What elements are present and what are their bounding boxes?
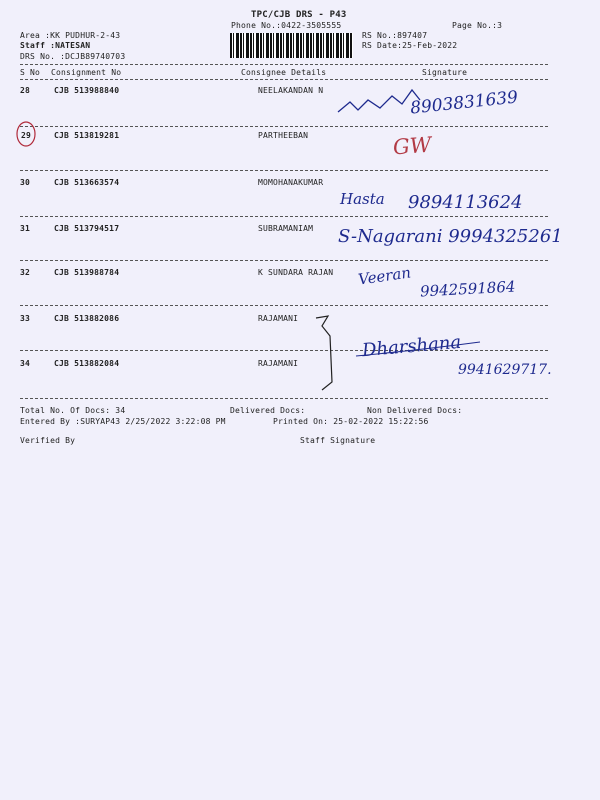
staff-label: Staff : <box>20 41 56 50</box>
row-consignment: CJB 513663574 <box>54 178 120 187</box>
non-delivered-docs: Non Delivered Docs: <box>367 406 463 415</box>
area-label: Area :KK PUDHUR-2-43 <box>20 31 121 40</box>
col-consignment: Consignment No <box>51 68 122 77</box>
bracket-mark-icon <box>316 316 332 390</box>
entered-by: Entered By :SURYAP43 2/25/2022 3:22:08 PM <box>20 417 226 426</box>
handwritten-phone: 9941629717. <box>458 362 552 378</box>
total-docs: Total No. Of Docs: 34 <box>20 406 126 415</box>
row-consignee: SUBRAMANIAM <box>258 224 314 233</box>
staff-signature: Staff Signature <box>300 436 376 445</box>
staff-name: NATESAN <box>55 41 91 50</box>
drs-number: DRS No. :DCJB89740703 <box>20 52 126 61</box>
row-consignment: CJB 513819281 <box>54 131 120 140</box>
row-sno: 33 <box>20 314 31 323</box>
page-number: Page No.:3 <box>452 21 503 30</box>
row-consignee: K SUNDARA RAJAN <box>258 268 334 277</box>
row-consignee: PARTHEEBAN <box>258 131 309 140</box>
row-consignment: CJB 513794517 <box>54 224 120 233</box>
row-sno: 34 <box>20 359 31 368</box>
circle-mark-icon <box>17 122 35 146</box>
printed-on: Printed On: 25-02-2022 15:22:56 <box>273 417 429 426</box>
handwritten-phone: 9894113624 <box>408 192 523 213</box>
handwritten-initials: GW <box>392 132 433 160</box>
handwritten-phone: 8903831639 <box>409 87 519 119</box>
col-consignee: Consignee Details <box>241 68 327 77</box>
row-consignee: RAJAMANI <box>258 359 299 368</box>
report-title: TPC/CJB DRS - P43 <box>251 10 347 20</box>
row-sno: 29 <box>21 131 32 140</box>
verified-by: Verified By <box>20 436 76 445</box>
row-consignment: CJB 513988784 <box>54 268 120 277</box>
row-sno: 32 <box>20 268 31 277</box>
handwritten-name-phone: S-Nagarani 9994325261 <box>338 226 563 247</box>
rs-number: RS No.:897407 <box>362 31 428 40</box>
handwritten-phone: 9942591864 <box>419 277 516 301</box>
row-sno: 30 <box>20 178 31 187</box>
row-consignee: RAJAMANI <box>258 314 299 323</box>
col-sno: S No <box>20 68 41 77</box>
delivered-docs: Delivered Docs: <box>230 406 306 415</box>
row-sno: 31 <box>20 224 31 233</box>
row-consignee: NEELAKANDAN N <box>258 86 324 95</box>
handwritten-name: Veeran <box>357 263 412 289</box>
row-sno: 28 <box>20 86 31 95</box>
rs-date: RS Date:25-Feb-2022 <box>362 41 458 50</box>
phone-number: Phone No.:0422-3505555 <box>231 21 342 30</box>
col-signature: Signature <box>422 68 468 77</box>
handwritten-name: Dharshana <box>361 331 462 362</box>
row-consignment: CJB 513988840 <box>54 86 120 95</box>
row-consignment: CJB 513882086 <box>54 314 120 323</box>
signature-scribble-icon <box>338 90 420 112</box>
row-consignment: CJB 513882084 <box>54 359 120 368</box>
handwritten-name: Hasta <box>340 190 385 208</box>
row-consignee: MOMOHANAKUMAR <box>258 178 324 187</box>
